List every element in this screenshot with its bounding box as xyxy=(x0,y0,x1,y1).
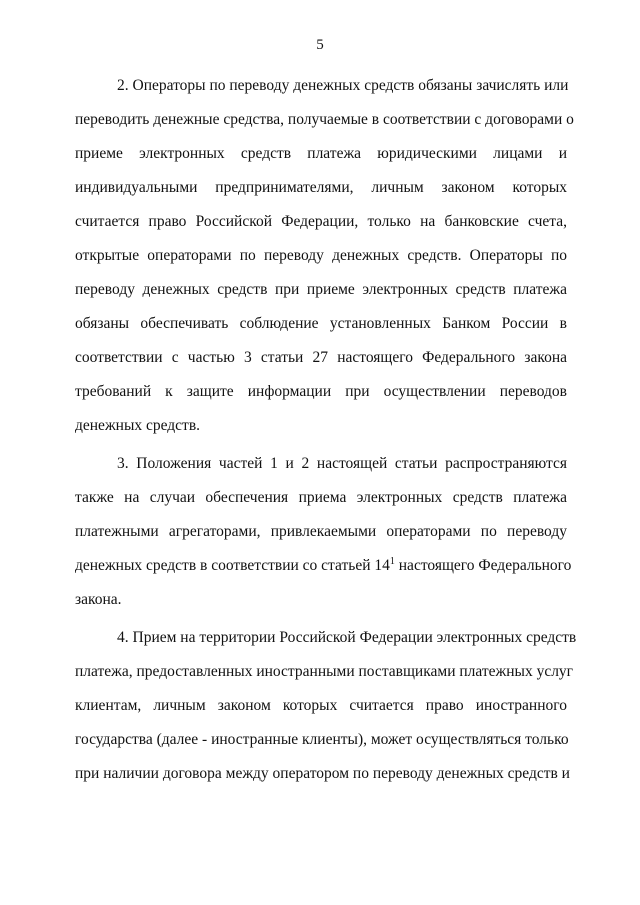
text-line: платежными агрегаторами, привлекаемыми операторами по переводу xyxy=(75,523,567,540)
text-line: переводить денежные средства, получаемые в соответствии с договорами о xyxy=(75,111,574,128)
text-line: 2. Операторы по переводу денежных средств обязаны зачислять или xyxy=(117,77,569,94)
text-line: индивидуальными предпринимателями, личным законом которых xyxy=(75,179,567,196)
text-line: клиентам, личным законом которых считается право иностранного xyxy=(75,697,567,714)
text-line: закона. xyxy=(75,591,122,608)
text-line: 3. Положения частей 1 и 2 настоящей статьи распространяются xyxy=(117,455,567,472)
page-number: 5 xyxy=(316,37,324,53)
text-line: соответствии с частью 3 статьи 27 настоящего Федерального закона xyxy=(75,349,567,366)
text-line: считается право Российской Федерации, только на банковские счета, xyxy=(75,213,567,230)
text-line: приеме электронных средств платежа юридическими лицами и xyxy=(75,145,567,162)
text-line: 4. Прием на территории Российской Федерации электронных средств xyxy=(117,629,577,646)
text-line xyxy=(75,555,572,577)
text-line: при наличии договора между оператором по переводу денежных средств и xyxy=(75,765,570,782)
text-line: открытые операторами по переводу денежных средств. Операторы по xyxy=(75,247,567,264)
text-line: обязаны обеспечивать соблюдение установленных Банком России в xyxy=(75,315,567,332)
text-line: государства (далее - иностранные клиенты), может осуществляться только xyxy=(75,731,569,748)
text-line: требований к защите информации при осуществлении переводов xyxy=(75,383,567,400)
superscript: 1 xyxy=(389,556,395,567)
text-line: денежных средств. xyxy=(75,417,201,434)
text-line: платежа, предоставленных иностранными поставщиками платежных услуг xyxy=(75,663,574,680)
text-segment: настоящего Федерального xyxy=(394,557,572,574)
text-segment: денежных средств в соответствии со статьей 14 xyxy=(75,557,390,574)
text-line: также на случаи обеспечения приема электронных средств платежа xyxy=(75,489,567,506)
text-line: переводу денежных средств при приеме электронных средств платежа xyxy=(75,281,567,298)
